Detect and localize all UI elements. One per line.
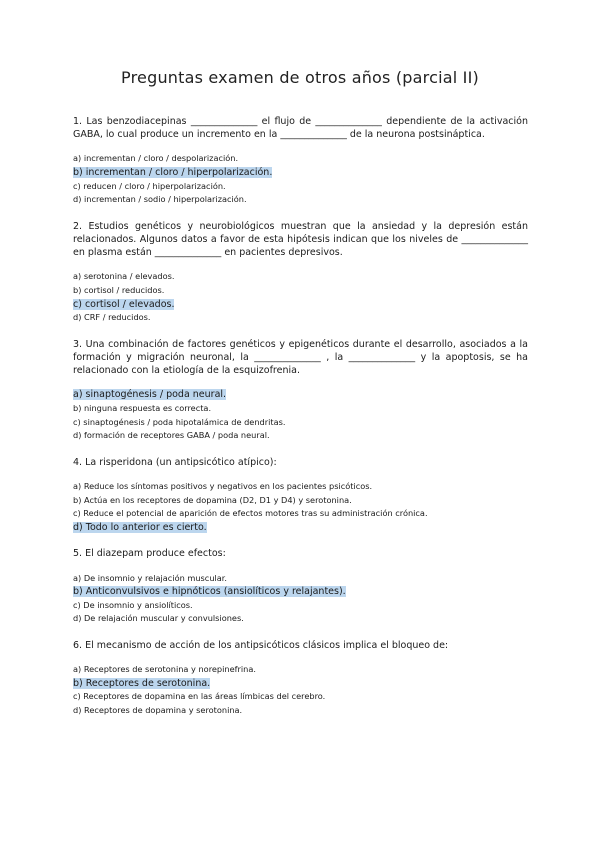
option-a: a) Reduce los síntomas positivos y negativos en los pacientes psicóticos. xyxy=(73,480,373,491)
question-1: 1. Las benzodiacepinas ______________ el flujo de ______________ dependiente de la activación GABA, lo cual produce un incremento en la ______________ de la neurona postsináptica. xyxy=(73,116,528,141)
option-b-highlighted: b) Receptores de serotonina. xyxy=(73,677,211,689)
question-4: 4. La risperidona (un antipsicótico atípico): xyxy=(73,456,277,468)
option-d-highlighted: d) Todo lo anterior es cierto. xyxy=(73,521,207,533)
option-b-highlighted: b) Anticonvulsivos e hipnóticos (ansiolíticos y relajantes). xyxy=(73,586,346,598)
question-5: 5. El diazepam produce efectos: xyxy=(73,548,226,560)
option-c-highlighted: c) cortisol / elevados. xyxy=(73,298,175,310)
question-6-options xyxy=(73,663,528,717)
option-a: a) Receptores de serotonina y norepinefrina. xyxy=(73,664,256,675)
question-list xyxy=(73,115,528,730)
question-6: 6. El mecanismo de acción de los antipsicóticos clásicos implica el bloqueo de: xyxy=(73,639,449,651)
option-a: a) serotonina / elevados. xyxy=(73,271,175,282)
option-d: d) De relajación muscular y convulsiones. xyxy=(73,613,244,624)
option-b: b) ninguna respuesta es correcta. xyxy=(73,402,212,413)
option-c: c) Receptores de dopamina en las áreas límbicas del cerebro. xyxy=(73,691,326,702)
option-d: d) Receptores de dopamina y serotonina. xyxy=(73,704,243,715)
option-b: b) cortisol / reducidos. xyxy=(73,284,165,295)
page-title: Preguntas examen de otros años (parcial II) xyxy=(121,68,479,87)
option-d: d) CRF / reducidos. xyxy=(73,312,151,323)
option-b: b) Actúa en los receptores de dopamina (D2, D1 y D4) y serotonina. xyxy=(73,494,352,505)
option-c: c) reducen / cloro / hiperpolarización. xyxy=(73,180,226,191)
option-a: a) De insomnio y relajación muscular. xyxy=(73,572,228,583)
question-3: 3. Una combinación de factores genéticos y epigenéticos durante el desarrollo, asociados a la formación y migración neuronal, la ______________ , la ______________ y la apoptosis, se ha relacionado con la etiología de la esquizofrenia. xyxy=(73,338,528,377)
option-d: d) incrementan / sodio / hiperpolarización. xyxy=(73,194,247,205)
option-a-highlighted: a) sinaptogénesis / poda neural. xyxy=(73,389,227,401)
question-2-options xyxy=(73,270,528,324)
question-5-options xyxy=(73,572,528,626)
question-1-options xyxy=(73,152,528,206)
option-b-highlighted: b) incrementan / cloro / hiperpolarización. xyxy=(73,167,273,178)
option-a: a) incrementan / cloro / despolarización. xyxy=(73,153,239,164)
question-4-options xyxy=(73,480,528,534)
option-c: c) Reduce el potencial de aparición de efectos motores tras su administración crónica. xyxy=(73,508,428,519)
question-3-options xyxy=(73,388,528,442)
option-d: d) formación de receptores GABA / poda neural. xyxy=(73,430,270,441)
option-c: c) De insomnio y ansiolíticos. xyxy=(73,599,193,610)
option-c: c) sinaptogénesis / poda hipotalámica de dendritas. xyxy=(73,416,286,427)
question-2: 2. Estudios genéticos y neurobiológicos muestran que la ansiedad y la depresión están relacionados. Algunos datos a favor de esta hipótesis indican que los niveles de ______________ en plasma están ______________ en pacientes depresivos. xyxy=(73,220,528,259)
